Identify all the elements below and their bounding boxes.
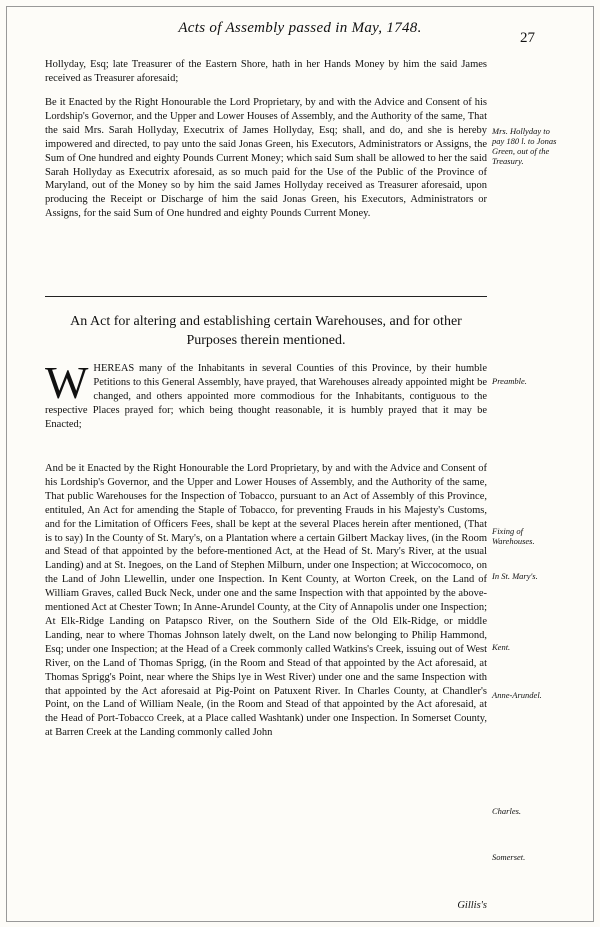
margin-note-warehouses: Fixing of Warehouses. (492, 526, 535, 546)
treasury-clause-text: Be it Enacted by the Right Honourable the Lord Proprietary, by and with the Advice and Consent of his Lordship's Governor, and the Upper and Lower Houses of Assembly, and the Authority of the same, That the said Mrs. Sarah Hollyday, Executrix of James Hollyday, Esq; shall, and do, and she is hereby impowered and directed, to pay unto the said Jonas Green, his Executors, Administrators or Assigns, the Sum of One hundred and eighty Pounds Current Money; which said Sum shall be allowed to her the said Sarah Hollyday as Executrix aforesaid, as so much paid for the Use of the Public of the Province of Maryland, out of the Money so by him the said James Hollyday received as Treasurer aforesaid, upon producing the Receipt or Discharge of him the said Jonas Green, his Executors, Administrators or Assigns, for the said Sum of One hundred and eighty Pounds Current Money. (45, 97, 487, 220)
preamble-paragraph (45, 357, 487, 432)
enacting-clause (45, 462, 487, 740)
margin-note-preamble: Preamble. (492, 376, 527, 386)
running-head: Acts of Assembly passed in May, 1748. (178, 20, 422, 36)
enacting-clause-text: And be it Enacted by the Right Honourable the Lord Proprietary, by and with the Advice and Consent of his Lordship's Governor, and the Upper and Lower Houses of Assembly, and the Authority of the same, That public Warehouses for the Inspection of Tobacco, pursuant to an Act of Assembly of this Province, entituled, An Act for amending the Staple of Tobacco, for preventing Frauds in his Majesty's Customs, and for the Limitation of Officers Fees, shall be kept at the several Places herein after mentioned, (That is to say) In the County of St. Mary's, on a Plantation where a certain Gilbert Mackay lives, (in the Room and Stead of that appointed by the before-mentioned Act, at the Head of St. Mary's River, at the usual Landing) and at St. Inegoes, on the Land of Stephen Milburn, under one Inspection; at Wiccocomoco, on the Land of John Llewellin, under one Inspection. In Kent County, at Worton Creek, on the Land of William Graves, called Buck Neck, under one and the same Inspection with that appointed by the above-mentioned Act at Chester Town; In Anne-Arundel County, at the City of Annapolis under one Inspection; At Elk-Ridge Landing on Patapsco River, on the Southern Side of the Old Elk-Ridge, or middle Landing, near to where Thomas Johnson lately dwelt, on the Land now belonging to Philip Hammond, Esq; under one Inspection; at the Head of a Creek commonly called Watkins's Creek, issuing out of West River, on the Land of Thomas Sprigg, (in the Room and Stead of that appointed by the Act aforesaid, at Thomas Sprigg's Point, near where the Ships lye in West River) under one and the same Inspection with that appointed by the Act aforesaid at Pig-Point on Patuxent River. In Charles County, at Chandler's Point, on the Land of William Neale, (in the Room and Stead of that appointed by the Act aforesaid, at the Head of Port-Tobacco Creek, at a Place called Washtank) under one Inspection. In Somerset County, at Barren Creek at the Landing commonly called John (45, 463, 487, 739)
act-title: An Act for altering and establishing certain Warehouses, and for other Purposes therein mentioned. (70, 314, 462, 348)
continuation-text: Hollyday, Esq; late Treasurer of the Eastern Shore, hath in her Hands Money by him the said James received as Treasurer aforesaid; (45, 59, 487, 84)
margin-note-st-marys: In St. Mary's. (492, 571, 538, 581)
catchword: Gillis's (457, 900, 487, 911)
continuation-paragraph (45, 58, 487, 86)
drop-cap: W (45, 357, 89, 408)
treasury-clause (45, 96, 487, 221)
page-number: 27 (520, 30, 535, 46)
margin-note-kent: Kent. (492, 642, 511, 652)
preamble-text: HEREAS many of the Inhabitants in several Counties of this Province, by their humble Petitions to this General Assembly, have prayed, that Warehouses already appointed might be changed, and others appointed more commodious for the Inhabitants, contiguous to the respective Places prayed for; which being thought reasonable, it is humbly prayed that it may be Enacted; (45, 363, 487, 430)
margin-note-treasury: Mrs. Hollyday to pay 180 l. to Jonas Green, out of the Treasury. (492, 126, 557, 166)
margin-note-charles: Charles. (492, 806, 522, 816)
section-divider (45, 296, 487, 297)
margin-note-somerset: Somerset. (492, 852, 526, 862)
margin-note-anne-arundel: Anne-Arundel. (492, 690, 542, 700)
